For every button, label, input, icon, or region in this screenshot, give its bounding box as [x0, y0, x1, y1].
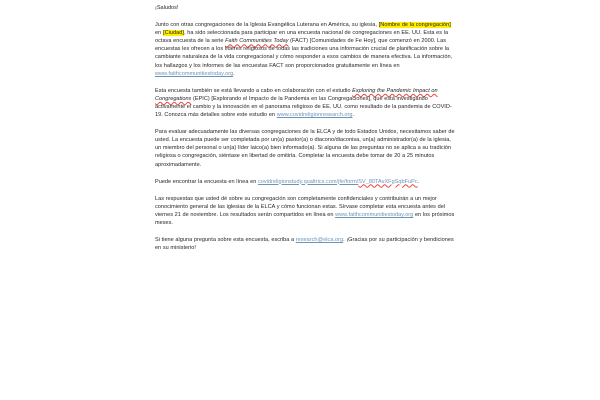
greeting-line [155, 4, 455, 12]
study-title-epic: Exploring the Pandemic Impact on Congregations [155, 87, 438, 102]
paragraph-4-segment-1: Puede encontrar la encuesta en línea en [155, 178, 258, 185]
link-qualtrics-survey-id[interactable]: SV_80TAvXFgSqbFuPc [358, 178, 418, 185]
greeting-text: ¡Saludos! [155, 5, 179, 11]
paragraph-3-text: Para evaluar adecuadamente las diversas congregaciones de la ELCA y de todo Estados Unidos, necesitamos saber de usted. La encuesta puede ser completada por un(a) pastor(a) o diacono/diaconisa, un(a) administrador(a) de la iglesia, un miembro del personal o un(a) líder laico(a) bien informado(a). Si alguna de las preguntas no se aplica a su tradición religiosa o congregación, siéntase en libertad de omitirla. Completar la encuesta debe tomar de 20 a 25 minutos aproximadamente. [155, 129, 455, 168]
paragraph-1 [155, 21, 455, 78]
paragraph-1-segment-2: en [155, 30, 163, 37]
link-covidreligionresearch[interactable]: www.covidreligionresearch.org [276, 112, 353, 119]
paragraph-6 [155, 236, 455, 252]
paragraph-6-segment-2: . ¡Gracias por su participación y bendiciones en su ministerio! [155, 237, 454, 252]
study-title-fact: Faith Communities Today [225, 38, 289, 45]
link-research-email[interactable]: research@elca.org [295, 237, 344, 244]
link-faithcommunitiestoday-1[interactable]: www.faithcommunitiestoday.org [155, 70, 234, 77]
paragraph-1-segment-4: (FACT) [Comunidades de Fe Hoy], que comenzó en 2000. Las encuestas les ofrecen a los líderes religiosos de todas las tradiciones una información crucial de planificación sobre la cambiante naturaleza de la vida congregacional y cómo responder a esos cambios de manera efectiva. La información, los hallazgos y los informes de las encuestas FACT son proporcionados gratuitamente en línea en [155, 38, 453, 69]
placeholder-congregation-name: [Nombre de la congregación] [378, 22, 451, 29]
paragraph-2 [155, 87, 455, 119]
placeholder-city: [Ciudad] [163, 30, 184, 37]
paragraph-1-segment-3: , ha sido seleccionada para participar en una encuesta nacional de congregaciones en EE. UU. Esta es la octava encuesta de la serie [155, 30, 449, 45]
link-qualtrics-survey-path[interactable]: covidreligionstudy.qualtrics.com/jfe/form/ [257, 178, 359, 185]
paragraph-2-segment-1: Esta encuesta también se está llevando a cabo en colaboración con el estudio [155, 87, 353, 94]
paragraph-5-segment-1: Las respuestas que usted dé sobre su congregación son completamente confidenciales y contribuirán a un mejor conocimiento general de las iglesias de la ELCA y cómo funcionan estas. Sírvase completar esta encuesta antes del viernes 21 de noviembre. Los resultados serán compartidos en línea en [155, 195, 446, 218]
paragraph-5-segment-2: en los próximos meses. [155, 211, 455, 226]
paragraph-4 [155, 178, 455, 186]
paragraph-2-segment-3: . [352, 112, 355, 119]
paragraph-4-segment-2: . [417, 178, 420, 185]
paragraph-5 [155, 195, 455, 227]
paragraph-3 [155, 128, 455, 168]
paragraph-2-segment-2: (EPIC) [Explorando el Impacto de la Pandemia en las Congregaciones], que está investigando activamente el cambio y la innovación en el panorama religioso de EE. UU. como resultado de la pandemia de COVID-19. Conozca más detalles sobre este estudio en [155, 95, 452, 119]
paragraph-1-segment-5: . [233, 70, 235, 77]
document-body [155, 4, 455, 261]
paragraph-1-segment-1: Junto con otras congregaciones de la Iglesia Evangélica Luterana en América, su iglesia, [155, 22, 379, 29]
link-faithcommunitiestoday-2[interactable]: www.faithcommunitiestoday.org [335, 211, 414, 218]
paragraph-6-segment-1: Si tiene alguna pregunta sobre esta encuesta, escriba a [155, 237, 296, 244]
